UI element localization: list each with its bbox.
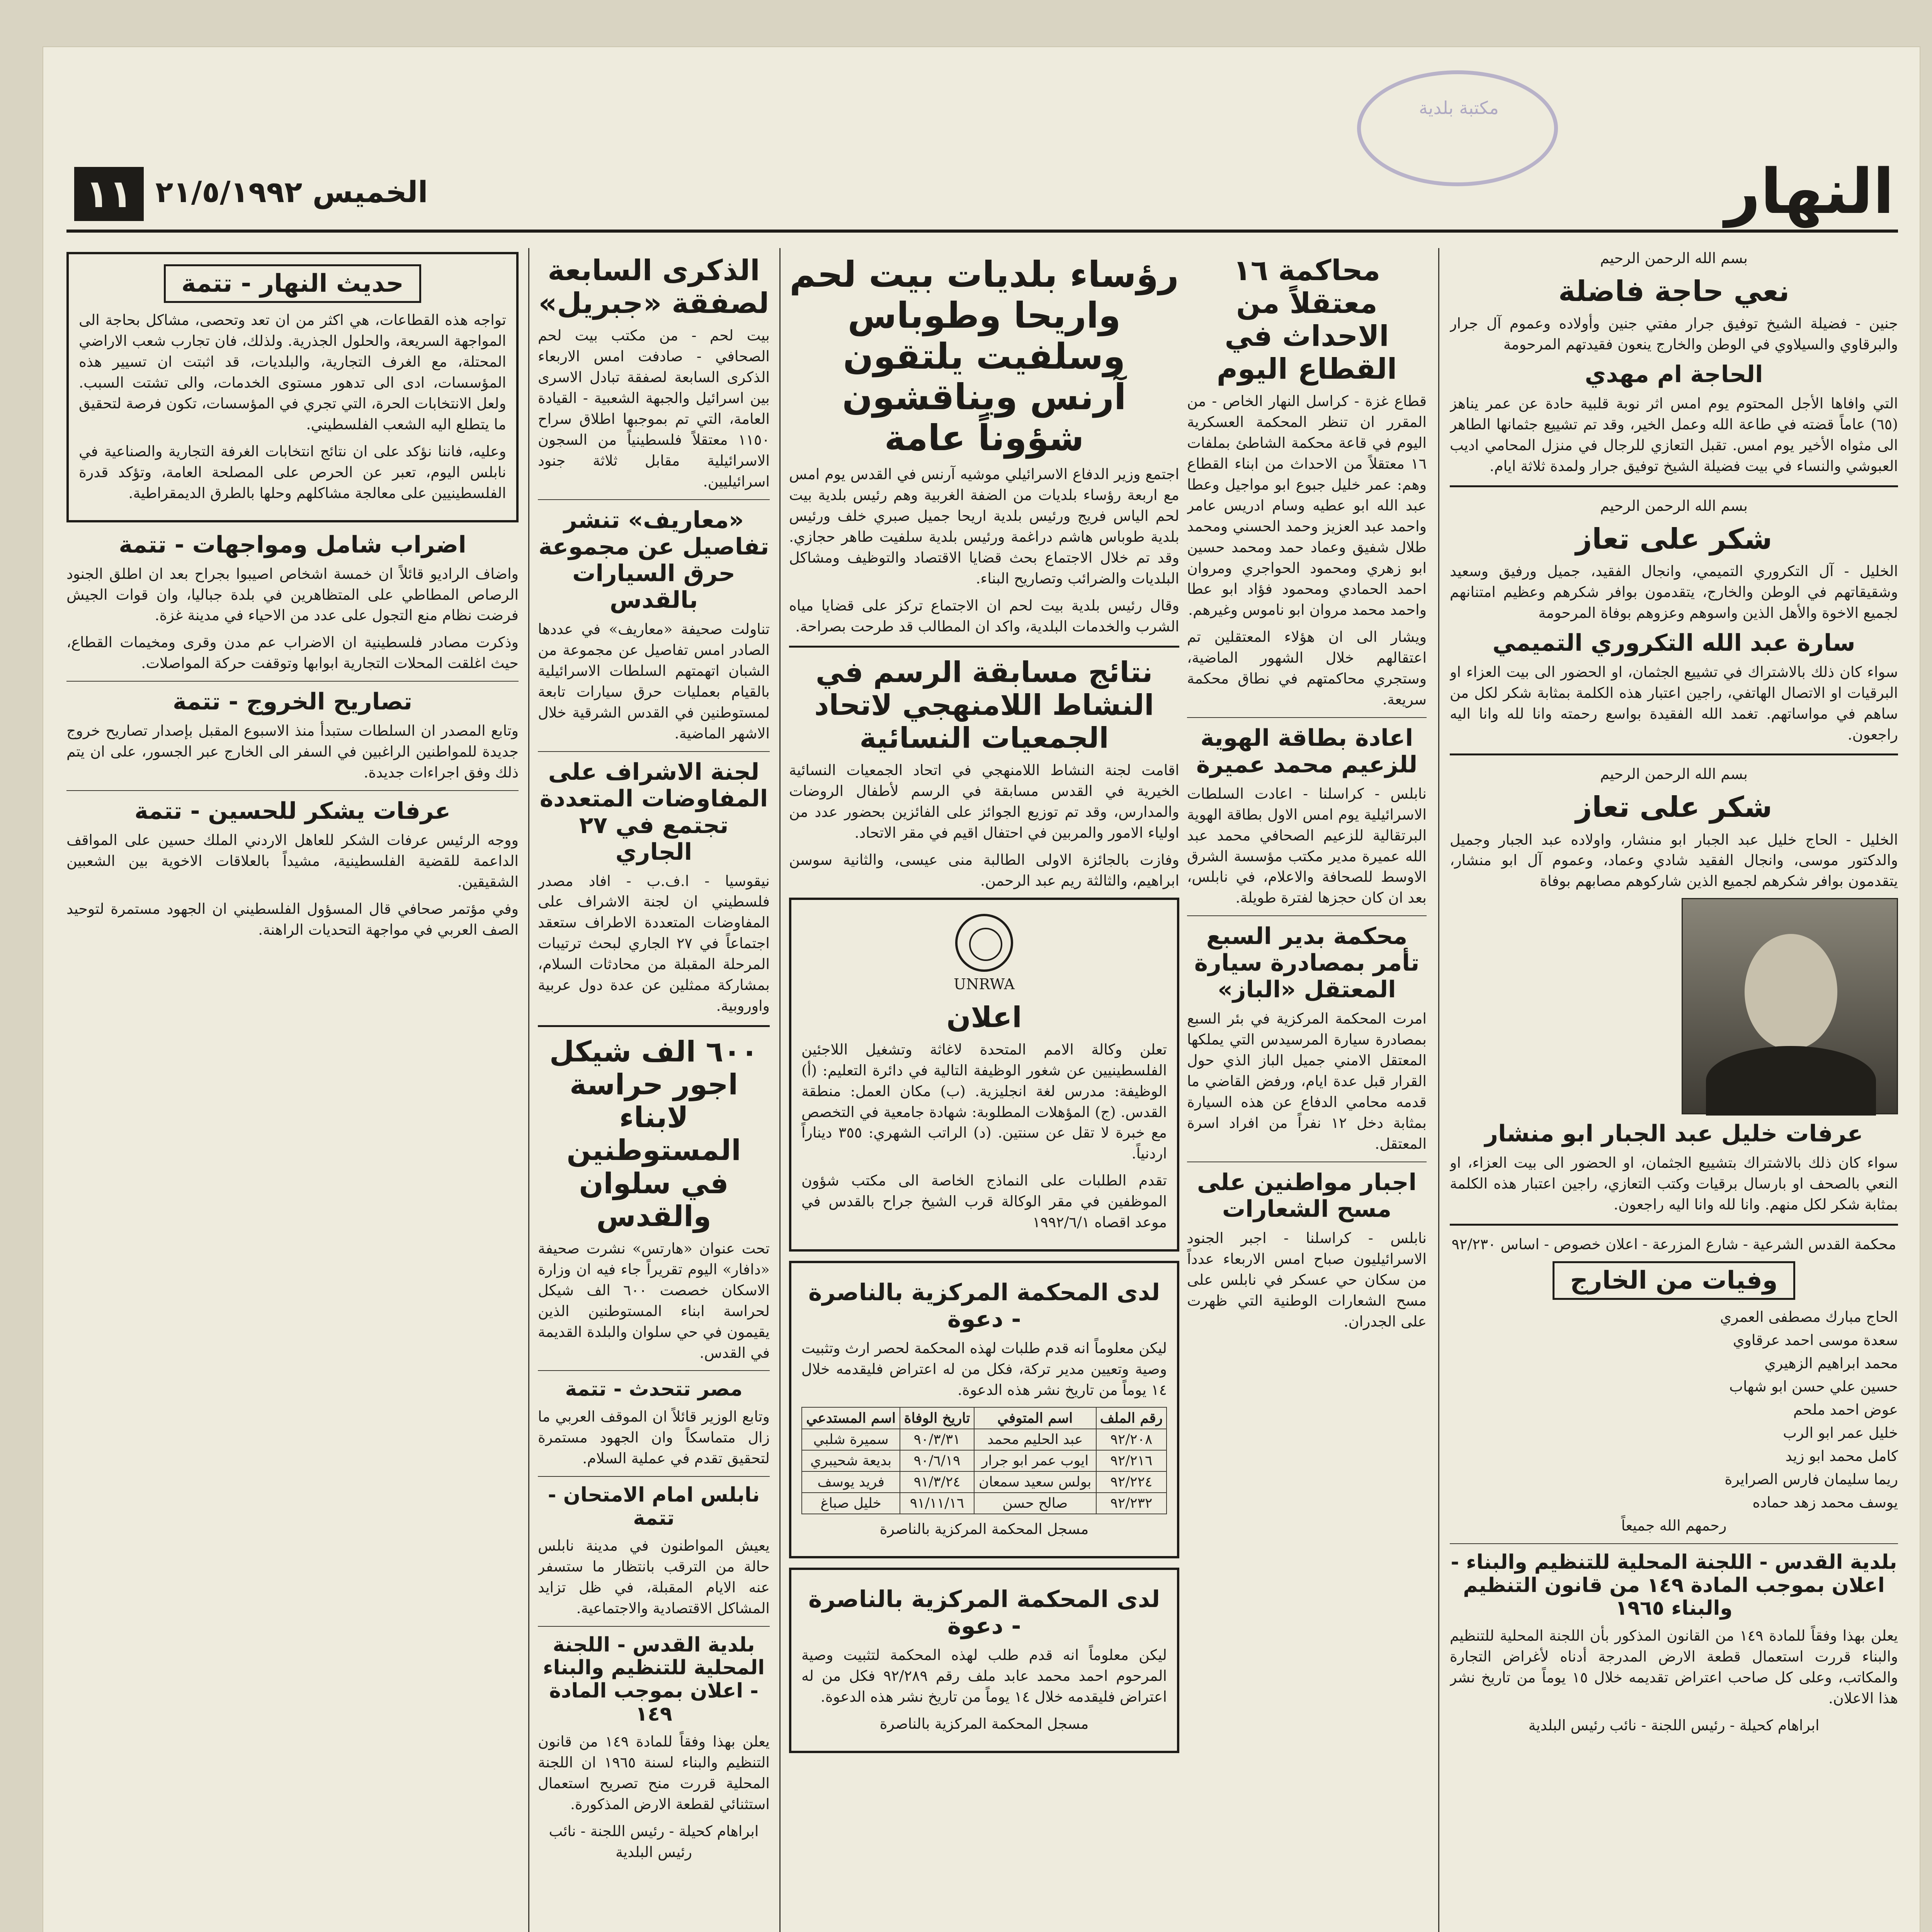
divider xyxy=(1450,753,1898,755)
table-cell: صالح حسن xyxy=(974,1493,1096,1514)
court-notice-1 xyxy=(789,1261,1179,1558)
council-notice-body: يعلن بهذا وفقاً للمادة ١٤٩ من القانون المذكور بأن اللجنة المحلية للتنظيم والبناء قررت استعمال قطعة الارض المدرجة أدناه لأغراض التجارة والمكاتب، وعلى كل صاحب اعتراض تقديمه خلال ١٥ يوماً من تاريخ نشر هذا الاعلان. xyxy=(1450,1627,1898,1707)
exit-permits-body: وتابع المصدر ان السلطات ستبدأ منذ الاسبوع المقبل بإصدار تصاريح خروج جديدة للمواطنين الراغبين في السفر الى الخارج عبر الجسور، على ان يتم ذلك وفق اجراءات جديدة. xyxy=(66,722,519,781)
court-notice-2 xyxy=(789,1568,1179,1753)
table-cell: ٩٢/٢١٦ xyxy=(1096,1450,1167,1471)
trial-headline: محاكمة ١٦ معتقلاً من الاحداث في القطاع اليوم xyxy=(1216,254,1397,386)
guard-wages-body: تحت عنوان «هارتس» نشرت صحيفة «دافار» اليوم تقريراً جاء فيه ان وزارة الاسكان خصصت ٦٠٠ الف شيكل لحراسة ابناء المستوطنين الذين يقيمون في حي سلوان والبلدة القديمة في القدس. xyxy=(538,1240,770,1361)
divider xyxy=(538,1370,770,1371)
supervision-body: نيقوسيا - ا.ف.ب - افاد مصدر فلسطيني ان لجنة الاشراف على المفاوضات المتعددة الاطراف ستعقد اجتماعاً في ٢٧ الجاري لبحث ترتيبات المرحلة المقبلة من محادثات السلام، بمشاركة ممثلين عن عدة دول عربية واوروبية. xyxy=(538,872,770,1015)
table-cell: ٩١/١١/١٦ xyxy=(900,1493,974,1514)
divider xyxy=(1450,1224,1898,1226)
list-item: عوض احمد ملحم xyxy=(1793,1401,1898,1418)
continuation-body: وتابع الوزير قائلاً ان الموقف العربي ما زال متماسكاً وان الجهود مستمرة لتحقيق تقدم في عملية السلام. xyxy=(538,1408,770,1467)
newspaper-logo: النهار xyxy=(1725,155,1894,228)
arafat-more: وفي مؤتمر صحافي قال المسؤول الفلسطيني ان الجهود مستمرة لتوحيد الصف العربي في مواجهة التحديات الراهنة. xyxy=(66,900,519,939)
obituary-title: نعي حاجة فاضلة xyxy=(1558,274,1790,308)
council-notice-title: بلدية القدس - اللجنة المحلية للتنظيم والبناء - اعلان بموجب المادة ١٤٩ xyxy=(543,1633,765,1726)
trial-more: ويشار الى ان هؤلاء المعتقلين تم اعتقالهم خلال الشهور الماضية، وستجري محاكمتهم في نطاق محكمة سريعة. xyxy=(1187,628,1427,708)
table-cell: ٩٢/٢٠٨ xyxy=(1096,1429,1167,1450)
court-notice-body: ليكن معلوماً انه قدم طلبات لهذه المحكمة لحصر ارث وتثبيت وصية وتعيين مدير تركة، فكل من له اعتراض فليقدمه خلال ١٤ يوماً من تاريخ نشر هذه الدعوة. xyxy=(801,1340,1167,1399)
column-news-3 xyxy=(789,248,1179,1932)
thanks-name: سارة عبد الله التكروري التميمي xyxy=(1492,629,1855,656)
contest-body: اقامت لجنة النشاط اللامنهجي في اتحاد الجمعيات النسائية الخيرية في القدس مسابقة في الرسم لأطفال الروضات والمدارس، وقد تم توزيع الجوائز على الفائزين بحضور عدد من اولياء الامور والمربين في احتفال اقيم في مقر الاتحاد. xyxy=(789,761,1179,841)
car-confiscation-headline: محكمة بدير السبع تأمر بمصادرة سيارة المعتقل «الباز» xyxy=(1194,923,1420,1003)
table-cell: ٩٠/٣/٣١ xyxy=(900,1429,974,1450)
arafat-headline: عرفات يشكر للحسين - تتمة xyxy=(134,798,451,825)
table-cell: سميرة شلبي xyxy=(802,1429,900,1450)
table-row xyxy=(802,1493,1167,1514)
column-obituaries xyxy=(1450,248,1898,1932)
table-cell: ايوب عمر ابو جرار xyxy=(974,1450,1096,1471)
anniversary-headline: الذكرى السابعة لصفقة «جبريل» xyxy=(538,254,769,320)
thanks-body: الخليل - الحاج خليل عبد الجبار ابو منشار، واولاده عبد الجبار وجميل والدكتور موسى، وانجال الفقيد شادي وعماد، وعموم آل ابو منشار، يتقدمون بوافر شكرهم لجميع الذين شاركوهم مصابهم بوفاة xyxy=(1450,831,1898,890)
unrwa-name: UNRWA xyxy=(954,975,1015,993)
court-notice-signature: مسجل المحكمة المركزية بالناصرة xyxy=(879,1715,1089,1732)
column-rule xyxy=(779,248,781,1932)
unrwa-ad xyxy=(789,898,1179,1252)
table-cell: عبد الحليم محمد xyxy=(974,1429,1096,1450)
abroad-deaths-list xyxy=(1450,1307,1898,1536)
list-item: يوسف محمد زهد حماده xyxy=(1752,1493,1898,1511)
column-news-4 xyxy=(538,248,770,1932)
thanks-name: عرفات خليل عبد الجبار ابو منشار xyxy=(1485,1120,1863,1148)
table-header: اسم المتوفي xyxy=(974,1407,1096,1429)
list-item: رحمهم الله جميعاً xyxy=(1621,1517,1727,1534)
thanks-more: سواء كان ذلك بالاشتراك في تشييع الجثمان، او الحضور الى بيت العزاء او البرقيات او الاتصال الهاتفي، راجين اعتبار هذه الكلمة بمثابة شكر لكل من ساهم في مواساتهم. تغمد الله الفقيدة بواسع رحمته وانا لله وانا اليه راجعون. xyxy=(1450,663,1898,743)
masthead xyxy=(66,148,1898,233)
arafat-body: ووجه الرئيس عرفات الشكر للعاهل الاردني الملك حسين على المواقف الداعمة للقضية الفلسطينية، مشيداً بالعلاقات الاخوية بين الشعبين الشقيقين. xyxy=(66,832,519,891)
table-cell: ٩١/٣/٢٤ xyxy=(900,1471,974,1493)
list-item: حسين علي حسن ابو شهاب xyxy=(1729,1378,1898,1395)
council-notice-signature: ابراهام كحيلة - رئيس اللجنة - نائب رئيس البلدية xyxy=(549,1822,759,1861)
column-rule xyxy=(528,248,529,1932)
unrwa-ad-body: تعلن وكالة الامم المتحدة لاغاثة وتشغيل اللاجئين الفلسطينيين عن شغور الوظيفة التالية في دائرة التعليم: (أ) الوظيفة: مدرس لغة انجليزية. (ب) مكان العمل: منطقة القدس. (ج) المؤهلات المطلوبة: شهادة جامعية في التخصص مع خبرة لا تقل عن سنتين. (د) الراتب الشهري: ٣٥٥ ديناراً اردنياً. xyxy=(801,1041,1167,1162)
column-news-2 xyxy=(1187,248,1427,1932)
list-item: خليل عمر ابو الرب xyxy=(1783,1424,1898,1441)
divider xyxy=(1187,717,1427,718)
divider xyxy=(538,1626,770,1627)
issue-date: الخميس ٢١/٥/١٩٩٢ xyxy=(155,175,428,209)
editorial-title: حديث النهار - تتمة xyxy=(164,264,421,303)
bismillah: بسم الله الرحمن الرحيم xyxy=(1600,250,1748,267)
slogans-headline: اجبار مواطنين على مسح الشعارات xyxy=(1197,1169,1417,1223)
anniversary-body: بيت لحم - من مكتب بيت لحم الصحافي - صادفت امس الاربعاء الذكرى السابعة لصفقة تبادل الاسرى بين اسرائيل والجبهة الشعبية - القيادة العامة، التي تم بموجبها اطلاق سراح ١١٥٠ معتقلاً فلسطينياً من السجون الاسرائيلية مقابل ثلاثة جنود اسرائيليين. xyxy=(538,327,770,490)
page-number: ١١ xyxy=(74,167,144,221)
list-item: كامل محمد ابو زيد xyxy=(1785,1447,1898,1464)
supervision-headline: لجنة الاشراف على المفاوضات المتعددة تجتمع في ٢٧ الجاري xyxy=(539,758,768,866)
court-notice-signature: مسجل المحكمة المركزية بالناصرة xyxy=(879,1520,1089,1538)
list-item: ريما سليمان فارس الصرايرة xyxy=(1725,1470,1898,1488)
list-item: سعدة موسى احمد عرقاوي xyxy=(1733,1332,1898,1349)
court-notice-table xyxy=(801,1407,1167,1514)
council-notice-body: يعلن بهذا وفقاً للمادة ١٤٩ من قانون التنظيم والبناء لسنة ١٩٦٥ ان اللجنة المحلية قررت منح تصريح استعمال استثنائي لقطعة الارض المذكورة. xyxy=(538,1733,770,1813)
table-cell: ٩٠/٦/١٩ xyxy=(900,1450,974,1471)
guard-wages-headline: ٦٠٠ الف شيكل اجور حراسة لابناء المستوطنين في سلوان والقدس xyxy=(549,1035,759,1233)
newspaper-page xyxy=(43,46,1920,1932)
court-notice-title: لدى المحكمة المركزية بالناصرة - دعوة xyxy=(808,1279,1160,1333)
court-notice-body: ليكن معلوماً انه قدم طلب لهذه المحكمة لتثبيت وصية المرحوم احمد محمد عابد ملف رقم ٩٢/٢٨٩ فكل من له اعتراض فليقدمه خلال ١٤ يوماً من تاريخ نشر هذه الدعوة. xyxy=(801,1646,1167,1705)
car-confiscation-body: امرت المحكمة المركزية في بئر السبع بمصادرة سيارة المرسيدس التي يملكها المعتقل الامني جميل الباز الذي حول القرار قبل عدة ايام، ورفض القاضي ما قدمه محامي الدفاع عن هذه السيارة بمثابة دخل ١٢ نفراً من افراد اسرة المعتقل. xyxy=(1187,1010,1427,1153)
exam-body: يعيش المواطنون في مدينة نابلس حالة من الترقب بانتظار ما ستسفر عنه الايام المقبلة، في ظل تزايد المشاكل الاقتصادية والاجتماعية. xyxy=(538,1537,770,1617)
list-item: محمد ابراهيم الزهيري xyxy=(1764,1355,1898,1372)
obituary-body: التي وافاها الأجل المحتوم يوم امس اثر نوبة قلبية حادة عن عمر يناهز (٦٥) عاماً قضته في طاعة الله وعمل الخير، وقد تم تشييع جثمانها الطاهر الى مثواه الأخير يوم امس. تقبل التعازي للرجال في منزل المحامي اديب العبوشي والنساء في بيت فضيلة الشيخ توفيق جرار ولمدة ثلاثة ايام. xyxy=(1450,395,1898,474)
contest-headline: نتائج مسابقة الرسم في النشاط اللامنهجي لاتحاد الجمعيات النسائية xyxy=(814,655,1154,755)
strike-more: وذكرت مصادر فلسطينية ان الاضراب عم مدن وقرى ومخيمات القطاع، حيث اغلقت المحلات التجارية ابوابها وتوقفت حركة المواصلات. xyxy=(66,634,519,672)
continuation-headline: مصر تتحدث - تتمة xyxy=(565,1378,743,1401)
divider xyxy=(538,1025,770,1027)
obituary-name: الحاجة ام مهدي xyxy=(1585,361,1763,388)
table-row xyxy=(802,1450,1167,1471)
divider xyxy=(538,751,770,752)
divider xyxy=(66,790,519,791)
editorial-body: تواجه هذه القطاعات، هي اكثر من ان تعد وتحصى، مشاكل بحاجة الى المواجهة السريعة، والحلول الجذرية. ولذلك، فان تجارب شعب الاراضي المحتلة، مع الغرف التجارية، والبلديات، قد اثبتت ان تسيير هذه المؤسسات، ادى الى تدهور مستوى الخدمات، والى تشتت السبب. ولعل الانتخابات الحرة، التي تجري في المؤسسات، تكون فرصة لتحقيق ما يتطلع اليه الشعب الفلسطيني. xyxy=(79,311,506,433)
table-header: تاريخ الوفاة xyxy=(900,1407,974,1429)
thanks-title: شكر على تعاز xyxy=(1575,522,1772,556)
table-cell: بديعة شحيبري xyxy=(802,1450,900,1471)
column-editorial xyxy=(66,248,519,1932)
exam-headline: نابلس امام الامتحان - تتمة xyxy=(548,1483,760,1530)
mayors-body: اجتمع وزير الدفاع الاسرائيلي موشيه آرنس في القدس يوم امس مع اربعة رؤساء بلديات من الضفة الغربية وهم رئيس بلدية بيت لحم الياس فريج ورئيس بلدية اريحا جميل صبري خلف ورئيس بلدية طوباس هاشم دراغمة ورئيس بلدية سلفيت طاهر حجازي. وقد تم خلال الاجتماع بحث قضايا الاقتصاد والتوظيف ومشاكل البلديات والضرائب وتصاريح البناء. xyxy=(789,465,1179,587)
table-cell: بولس سعيد سمعان xyxy=(974,1471,1096,1493)
un-emblem-icon xyxy=(955,914,1013,972)
court-notice: محكمة القدس الشرعية - شارع المزرعة - اعلان خصوص - اساس ٩٢/٢٣٠ xyxy=(1451,1236,1896,1253)
thanks-body: الخليل - آل التكروري التميمي، وانجال الفقيد، جميل ورفيق وسعيد وشقيقاتهم في الوطن والخارج، يتقدمون بوافر شكرهم وعظيم امتنانهم لجميع الاخوة والأهل الذين واسوهم وعزوهم بوفاة المرحومة xyxy=(1450,562,1898,621)
table-row xyxy=(802,1471,1167,1493)
table-cell: ٩٢/٢٣٢ xyxy=(1096,1493,1167,1514)
maariv-body: تناولت صحيفة «معاريف» في عددها الصادر امس تفاصيل عن مجموعة من الشبان اتهمتهم السلطات الاسرائيلية بالقيام بعمليات حرق سيارات تابعة لمستوطنين في القدس الشرقية خلال الاشهر الماضية. xyxy=(538,620,770,742)
table-cell: فريد يوسف xyxy=(802,1471,900,1493)
portrait-photo xyxy=(1682,898,1898,1114)
table-row xyxy=(802,1429,1167,1450)
id-card-headline: اعادة بطاقة الهوية للزعيم محمد عميرة xyxy=(1196,724,1418,778)
stamp-text: مكتبة بلدية xyxy=(1419,97,1499,118)
court-notice-title: لدى المحكمة المركزية بالناصرة - دعوة xyxy=(808,1586,1160,1640)
thanks-more: سواء كان ذلك بالاشتراك بتشييع الجثمان، او الحضور الى بيت العزاء، او النعي بالصحف او بارسال برقيات وكتب التعازي، راجين اعتبار هذه الكلمة بمثابة شكر لكل منهم. وانا لله وانا اليه راجعون. xyxy=(1450,1154,1898,1213)
editorial-more: وعليه، فاننا نؤكد على ان نتائج انتخابات الغرفة التجارية والصناعية في نابلس اليوم، تعبر عن الحرص على المصلحة العامة، وتؤكد قدرة الفلسطينيين على معالجة مشاكلهم وحلها بالطرق الديمقراطية. xyxy=(79,442,506,502)
strike-headline: اضراب شامل ومواجهات - تتمة xyxy=(119,531,466,558)
unrwa-ad-title: اعلان xyxy=(946,1000,1022,1034)
table-cell: خليل صباغ xyxy=(802,1493,900,1514)
editorial-box xyxy=(66,252,519,522)
contest-more: وفازت بالجائزة الاولى الطالبة منى عيسى، والثانية سوسن ابراهيم، والثالثة ريم عبد الرحمن. xyxy=(789,851,1179,889)
council-notice-signature: ابراهام كحيلة - رئيس اللجنة - نائب رئيس البلدية xyxy=(1528,1716,1820,1734)
trial-body: قطاع غزة - كراسل النهار الخاص - من المقرر ان تنظر المحكمة العسكرية اليوم في قاعة محكمة الشاطئ بملفات ١٦ معتقلاً من الاحداث من ابناء القطاع وهم: عمر خليل جبوع ابو مواجيل وعطا عبد الله ابو عطيه وسام ادريس عامر واحمد عبد العزيز وحمد الحسني ومحمد طلال شفيق وعماد حمد ومحمد حسين ابو زهري ومحمود الحواجري ومروان احمد الحمادي ومحمود فؤاد ابو عطا واحمد محمد مروان ابو ناموس وغيرهم. xyxy=(1187,393,1427,618)
bismillah: بسم الله الرحمن الرحيم xyxy=(1600,497,1748,514)
divider xyxy=(1187,915,1427,916)
divider xyxy=(789,646,1179,648)
divider xyxy=(538,1476,770,1477)
column-rule xyxy=(1438,248,1439,1932)
divider xyxy=(1450,485,1898,487)
abroad-deaths-header: وفيات من الخارج xyxy=(1553,1261,1795,1300)
slogans-body: نابلس - كراسلنا - اجبر الجنود الاسرائيليون صباح امس الاربعاء عدداً من سكان حي عسكر في نابلس على مسح الشعارات الوطنية التي ظهرت على الجدران. xyxy=(1187,1230,1427,1330)
divider xyxy=(1450,1543,1898,1544)
mayors-headline: رؤساء بلديات بيت لحم واريحا وطوباس وسلفيت يلتقون آرنس ويناقشون شؤوناً عامة xyxy=(789,254,1179,459)
divider xyxy=(538,499,770,500)
divider xyxy=(66,681,519,682)
council-notice-title: بلدية القدس - اللجنة المحلية للتنظيم والبناء - اعلان بموجب المادة ١٤٩ من قانون التنظيم والبناء ١٩٦٥ xyxy=(1451,1550,1897,1620)
thanks-title: شكر على تعاز xyxy=(1575,791,1772,824)
bismillah: بسم الله الرحمن الرحيم xyxy=(1600,765,1748,783)
mayors-more: وقال رئيس بلدية بيت لحم ان الاجتماع تركز على قضايا مياه الشرب والخدمات البلدية، واكد ان المطالب قد طرحت بصراحة. xyxy=(789,597,1179,635)
unrwa-ad-more: تقدم الطلبات على النماذج الخاصة الى مكتب شؤون الموظفين في مقر الوكالة قرب الشيخ جراح بالقدس في موعد اقصاه ١٩٩٢/٦/١ xyxy=(801,1172,1167,1231)
list-item: الحاج مبارك مصطفى العمري xyxy=(1720,1308,1898,1326)
obituary-text: جنين - فضيلة الشيخ توفيق جرار مفتي جنين وأولاده وعموم آل جرار والبرقاوي والسيلاوي في الوطن والخارج ينعون فقيدتهم المرحومة xyxy=(1450,315,1898,353)
exit-permits-headline: تصاريح الخروج - تتمة xyxy=(173,688,412,716)
maariv-headline: «معاريف» تنشر تفاصيل عن مجموعة حرق السيارات بالقدس xyxy=(538,506,769,614)
id-card-body: نابلس - كراسلنا - اعادت السلطات الاسرائيلية يوم امس الاول بطاقة الهوية البرتقالية للزعيم الصحافي محمد عبد الله عميرة مدير مكتب مؤسسة الشرق الاوسط للصحافة والاعلام، في نابلس، بعد ان كان حجزها لفترة طويلة. xyxy=(1187,785,1427,906)
table-cell: ٩٢/٢٢٤ xyxy=(1096,1471,1167,1493)
table-header: رقم الملف xyxy=(1096,1407,1167,1429)
strike-body: واضاف الراديو قائلاً ان خمسة اشخاص اصيبوا بجراح بعد ان اطلق الجنود الرصاص المطاطي على المتظاهرين في بلدة جباليا، وان قوات الجيش فرضت نظام منع التجول على عدد من الاحياء في مدينة غزة. xyxy=(66,565,519,624)
table-header: اسم المستدعي xyxy=(802,1407,900,1429)
